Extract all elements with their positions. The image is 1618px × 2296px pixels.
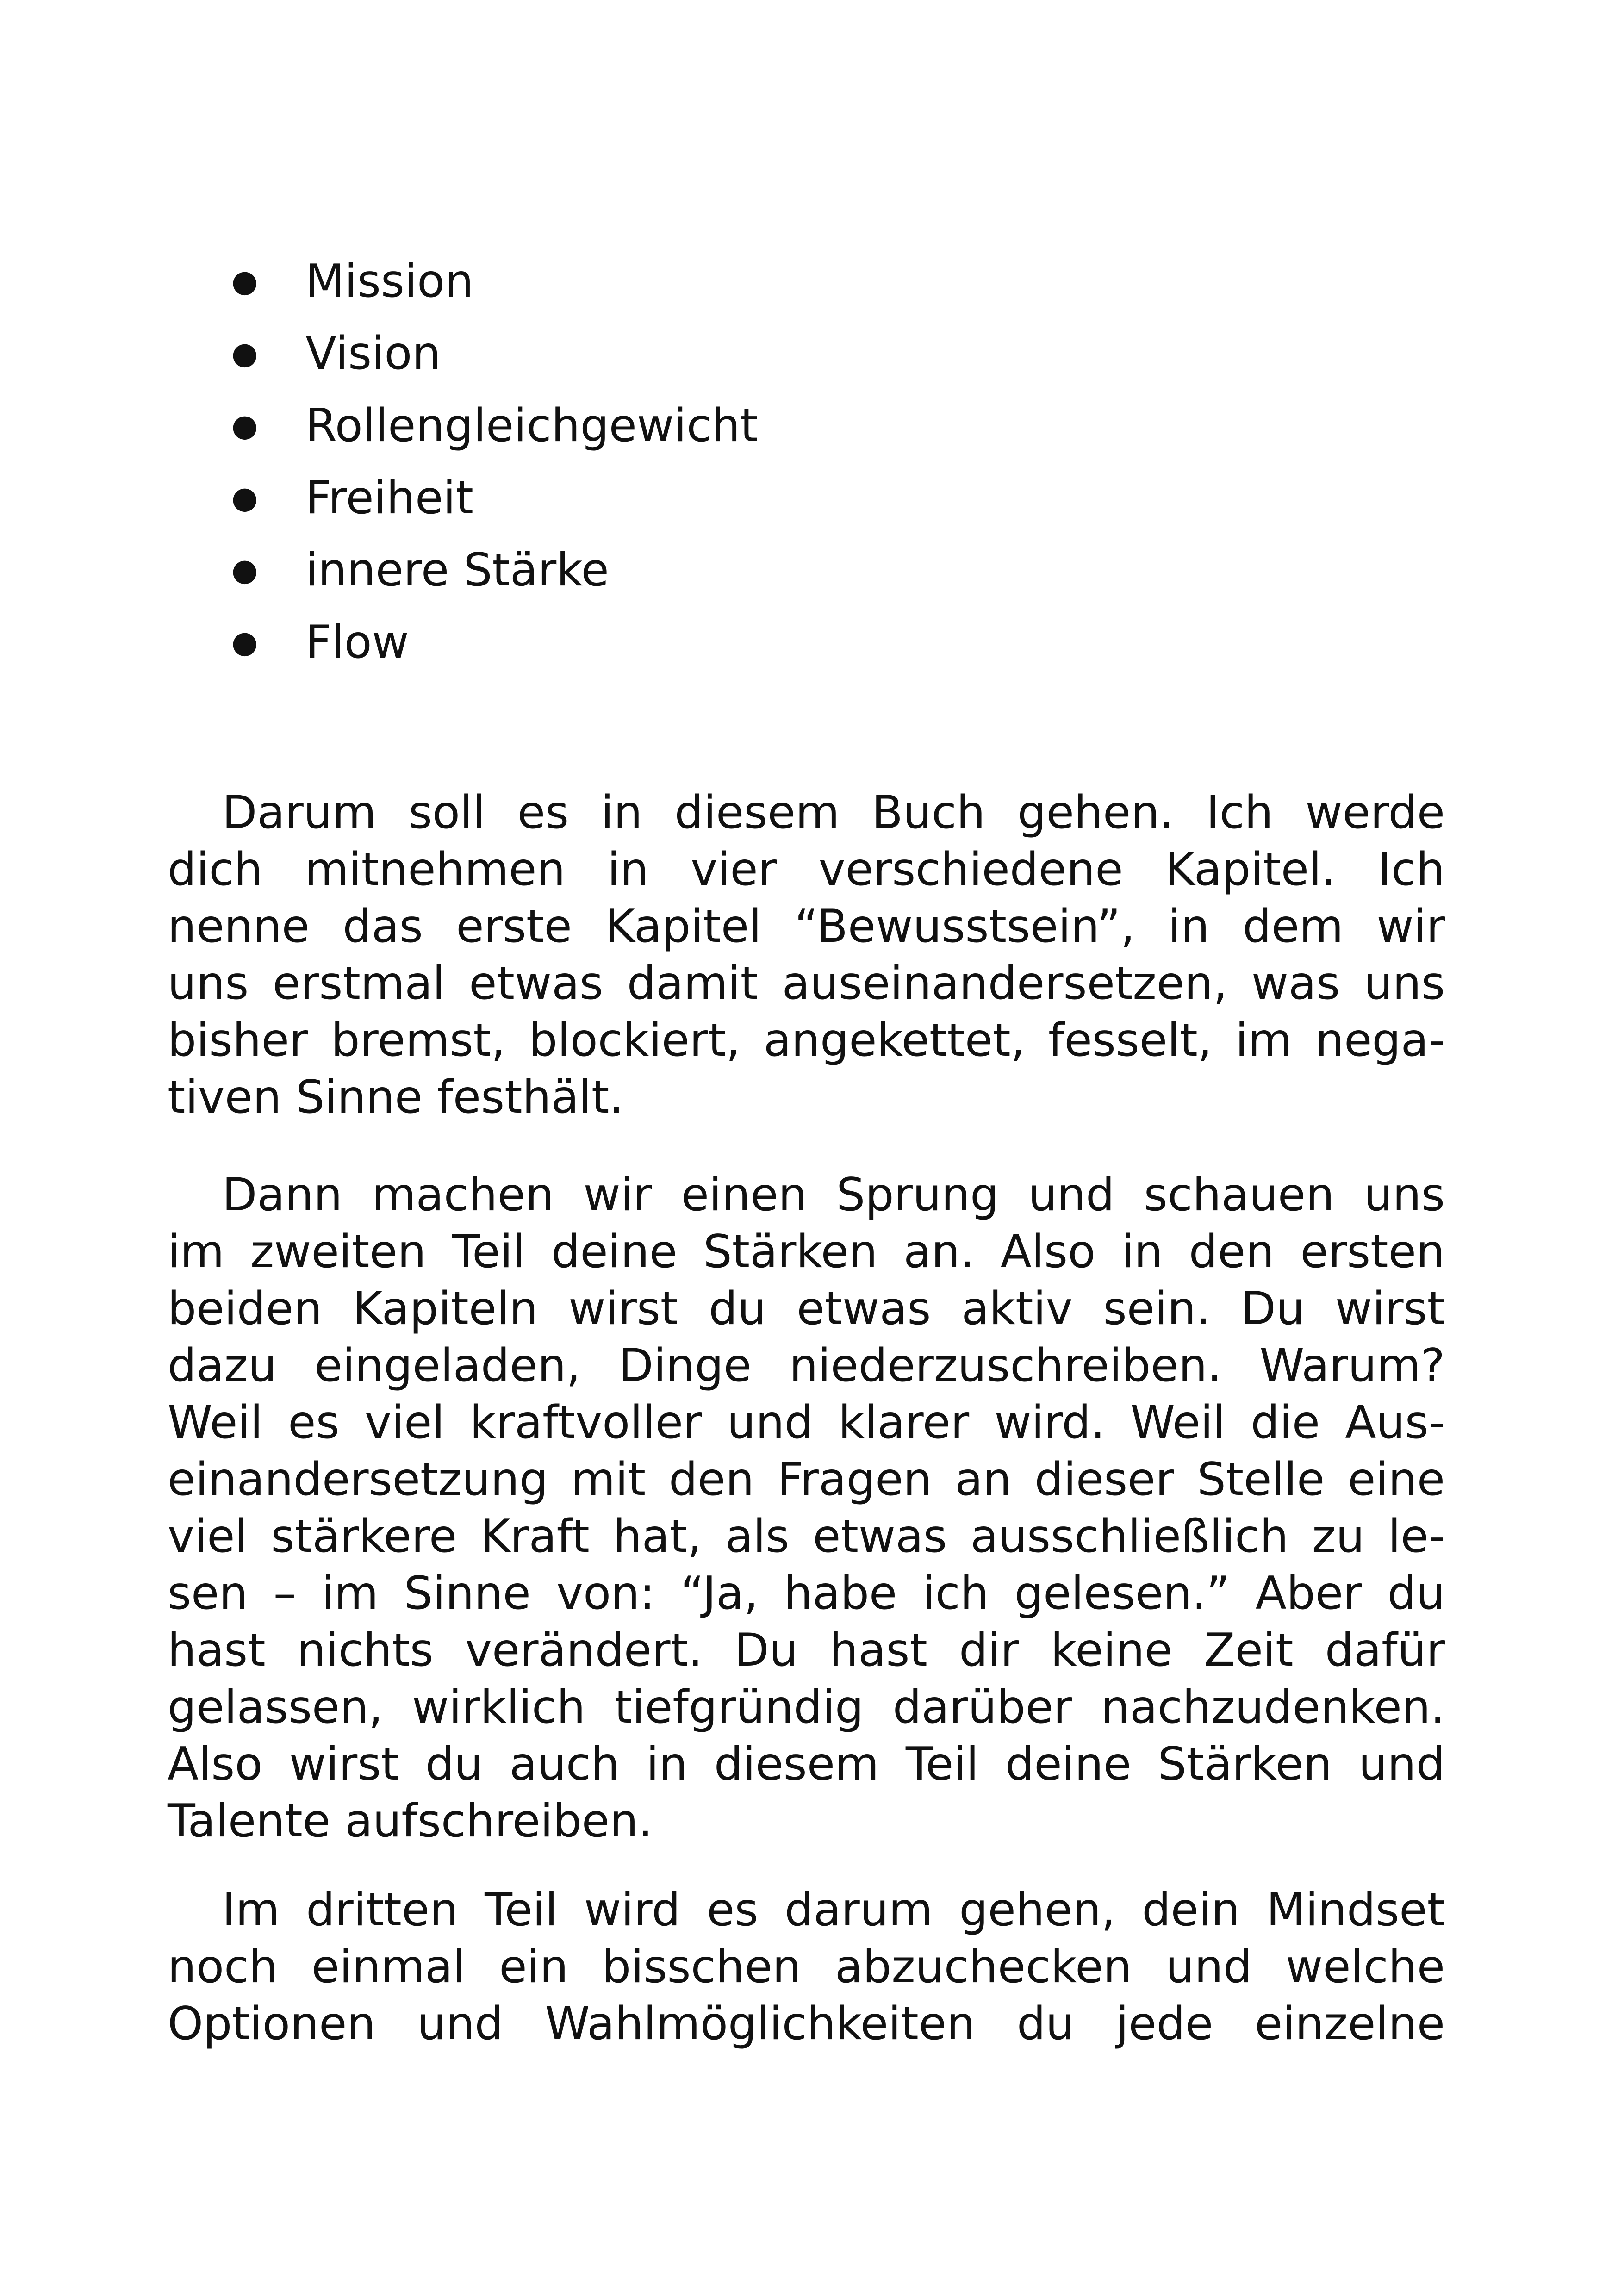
list-item-text: innere Stärke bbox=[305, 544, 609, 597]
text-line: beiden Kapiteln wirst du etwas aktiv sein. Du wirst bbox=[168, 1282, 1445, 1335]
text-line: sen – im Sinne von: “Ja, habe ich gelesen.” Aber du bbox=[168, 1567, 1445, 1620]
body-paragraph bbox=[168, 1882, 1445, 2053]
list-item bbox=[231, 534, 758, 606]
bullet-icon: ● bbox=[231, 480, 258, 516]
text-line: Optionen und Wahlmöglichkeiten du jede einzelne bbox=[168, 1997, 1445, 2050]
bullet-icon: ● bbox=[231, 408, 258, 443]
bullet-icon: ● bbox=[231, 263, 258, 299]
text-line: viel stärkere Kraft hat, als etwas ausschließlich zu le- bbox=[168, 1510, 1445, 1563]
body-paragraph bbox=[168, 784, 1445, 1126]
text-line: Im dritten Teil wird es darum gehen, dein Mindset bbox=[222, 1884, 1445, 1936]
text-line: dazu eingeladen, Dinge niederzuschreiben. Warum? bbox=[168, 1339, 1445, 1392]
bullet-icon: ● bbox=[231, 336, 258, 371]
text-line: Dann machen wir einen Sprung und schauen uns bbox=[222, 1169, 1445, 1221]
text-line: noch einmal ein bisschen abzuchecken und welche bbox=[168, 1941, 1445, 1993]
text-line: bisher bremst, blockiert, angekettet, fesselt, im nega- bbox=[168, 1014, 1445, 1067]
bullet-icon: ● bbox=[231, 624, 258, 660]
list-item-text: Flow bbox=[305, 616, 409, 669]
text-line: gelassen, wirklich tiefgründig darüber nachzudenken. bbox=[168, 1681, 1445, 1734]
bullet-icon: ● bbox=[231, 552, 258, 588]
text-line: Darum soll es in diesem Buch gehen. Ich werde bbox=[222, 786, 1445, 839]
list-item bbox=[231, 462, 758, 534]
list-item-text: Freiheit bbox=[305, 472, 473, 524]
list-item bbox=[231, 390, 758, 462]
text-line: einandersetzung mit den Fragen an dieser Stelle eine bbox=[168, 1453, 1445, 1506]
list-item-text: Vision bbox=[305, 327, 441, 380]
list-item-text: Mission bbox=[305, 255, 474, 308]
text-line: im zweiten Teil deine Stärken an. Also in den ersten bbox=[168, 1226, 1445, 1278]
text-line: hast nichts verändert. Du hast dir keine Zeit dafür bbox=[168, 1624, 1445, 1677]
list-item bbox=[231, 317, 758, 390]
text-line: Weil es viel kraftvoller und klarer wird. Weil die Aus- bbox=[168, 1396, 1445, 1449]
list-item bbox=[231, 606, 758, 678]
text-line: Talente aufschreiben. bbox=[168, 1795, 653, 1848]
text-line: Also wirst du auch in diesem Teil deine Stärken und bbox=[168, 1738, 1445, 1791]
text-line: dich mitnehmen in vier verschiedene Kapitel. Ich bbox=[168, 843, 1445, 896]
list-item bbox=[231, 245, 758, 317]
list-item-text: Rollengleichgewicht bbox=[305, 399, 758, 452]
body-paragraph bbox=[168, 1167, 1445, 1850]
topic-bullet-list bbox=[231, 245, 758, 678]
text-line: tiven Sinne festhält. bbox=[168, 1071, 624, 1124]
text-line: nenne das erste Kapitel “Bewusstsein”, in dem wir bbox=[168, 900, 1445, 953]
text-line: uns erstmal etwas damit auseinandersetzen, was uns bbox=[168, 957, 1445, 1010]
